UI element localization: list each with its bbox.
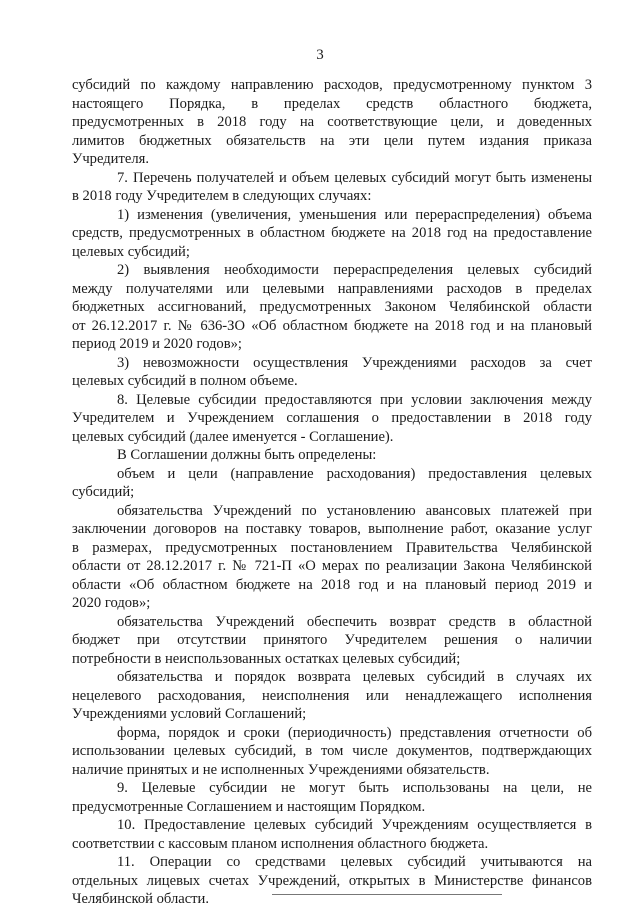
- document-body: [72, 76, 592, 909]
- text-line: Учредителем и Учреждением соглашения о предоставлении в 2018 году: [72, 410, 592, 426]
- text-line: отдельных лицевых счетах Учреждений, открытых в Министерстве финансов: [72, 872, 592, 889]
- page-number: 3: [316, 47, 324, 63]
- text-line: 2020 годов»;: [72, 595, 151, 611]
- text-line: субсидий;: [72, 484, 135, 500]
- text-line: объем и цели (направление расходования) предоставления целевых: [117, 465, 592, 482]
- text-line: 10. Предоставление целевых субсидий Учреждениям осуществляется в: [117, 817, 592, 833]
- text-line: настоящего Порядка, в пределах средств областного бюджета,: [72, 95, 592, 112]
- text-line: Учредителя.: [72, 151, 149, 167]
- text-line: 3) невозможности осуществления Учреждениями расходов за счет: [117, 354, 592, 371]
- text-line: 11. Операции со средствами целевых субсидий учитываются на: [117, 854, 592, 870]
- text-line: форма, порядок и сроки (периодичность) представления отчетности об: [117, 724, 592, 741]
- text-line: целевых субсидий;: [72, 243, 190, 260]
- text-line: обязательства и порядок возврата целевых субсидий в случаях их: [117, 669, 592, 685]
- text-line: в 2018 году Учредителем в следующих случаях:: [72, 188, 372, 204]
- text-line: целевых субсидий в полном объеме.: [72, 373, 298, 389]
- text-line: 9. Целевые субсидии не могут быть использованы на цели, не: [117, 780, 592, 796]
- text-line: обязательства Учреждений по установлению авансовых платежей при: [117, 502, 592, 519]
- text-line: в размерах, предусмотренных постановлением Правительства Челябинской: [72, 539, 592, 556]
- text-line: потребности в неиспользованных остатках целевых субсидий;: [72, 650, 461, 667]
- text-line: 1) изменения (увеличения, уменьшения или перераспределения) объема: [117, 206, 592, 223]
- footer-rule: [272, 894, 502, 895]
- text-line: области от 28.12.2017 г. № 721-П «О мерах по реализации Закона Челябинской: [72, 558, 592, 574]
- text-line: от 26.12.2017 г. № 636-ЗО «Об областном бюджете на 2018 год и на плановый: [72, 317, 592, 334]
- text-line: заключении договоров на поставку товаров, выполнение работ, оказание услуг: [72, 521, 592, 537]
- text-line: 2) выявления необходимости перераспределения целевых субсидий: [117, 262, 592, 278]
- text-line: Учреждениями условий Соглашений;: [72, 706, 307, 722]
- text-line: средств, предусмотренных в областном бюджете на 2018 год на предоставление: [72, 225, 592, 241]
- text-line: области «Об областном бюджете на 2018 год и на плановый период 2019 и: [72, 576, 592, 593]
- text-line: 7. Перечень получателей и объем целевых субсидий могут быть изменены: [117, 169, 592, 186]
- text-line: между получателями или целевыми направлениями расходов в пределах: [72, 280, 592, 297]
- text-line: бюджетных ассигнований, предусмотренных Законом Челябинской области: [72, 299, 592, 315]
- text-line: Челябинской области.: [72, 891, 210, 907]
- text-line: бюджет при отсутствии принятого Учредителем решения о наличии: [72, 632, 592, 648]
- text-line: 8. Целевые субсидии предоставляются при условии заключения между: [117, 391, 592, 408]
- text-line: наличие принятых и не исполненных Учреждениями обязательств.: [72, 761, 490, 778]
- text-line: предусмотренные Соглашением и настоящим Порядком.: [72, 798, 426, 815]
- text-line: В Соглашении должны быть определены:: [117, 447, 377, 463]
- text-line: период 2019 и 2020 годов»;: [72, 336, 242, 352]
- text-line: соответствии с кассовым планом исполнения областного бюджета.: [72, 835, 489, 852]
- text-line: обязательства Учреждений обеспечить возврат средств в областной: [117, 613, 592, 630]
- text-line: целевых субсидий (далее именуется - Соглашение).: [72, 428, 394, 445]
- text-line: использовании целевых субсидий, в том числе документов, подтверждающих: [72, 743, 592, 759]
- text-line: нецелевого расходования, неисполнения или ненадлежащего исполнения: [72, 687, 592, 704]
- text-line: субсидий по каждому направлению расходов, предусмотренному пунктом 3: [72, 77, 592, 93]
- text-line: предусмотренных в 2018 году на соответствующие цели, и доведенных: [72, 114, 592, 130]
- text-line: лимитов бюджетных обязательств на эти цели путем издания приказа: [72, 132, 592, 149]
